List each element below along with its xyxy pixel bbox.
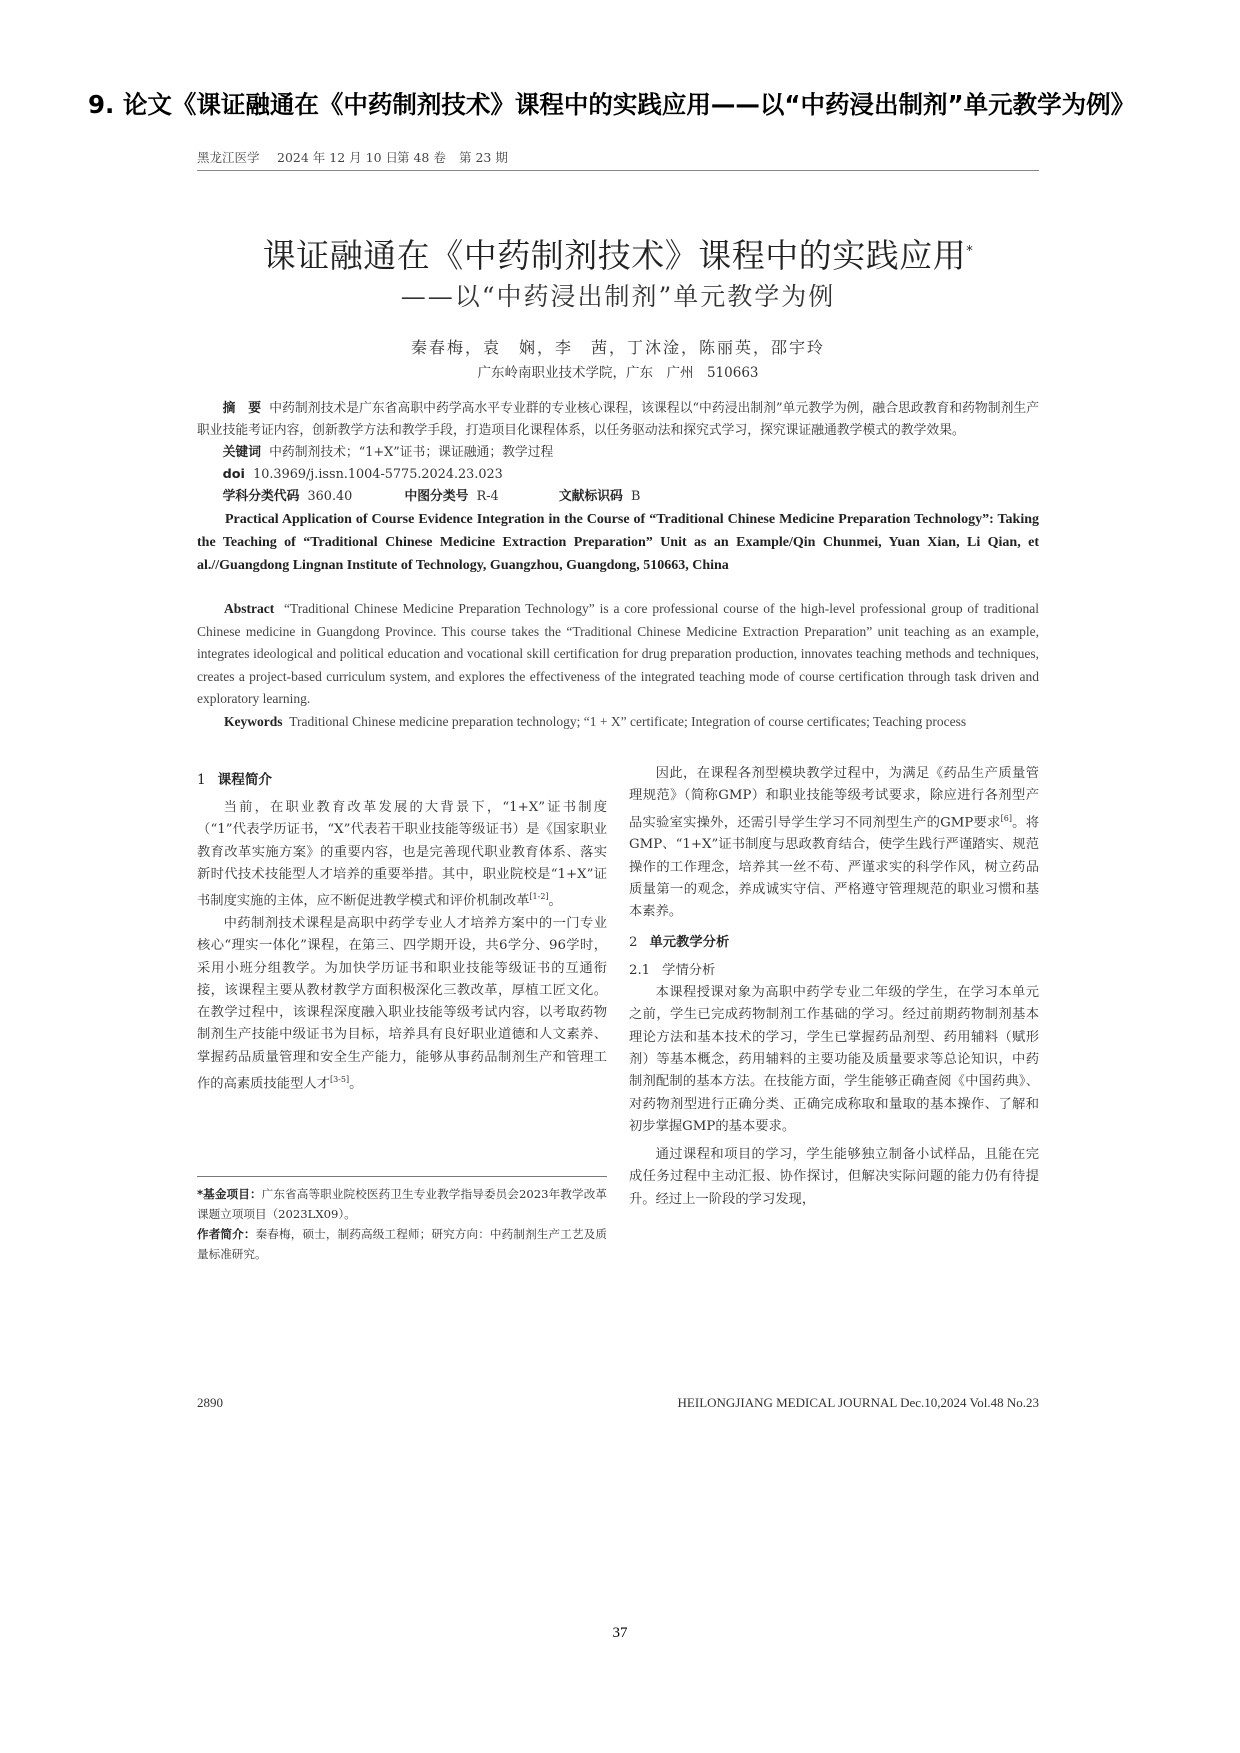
subject-code-value: 360.40 <box>307 489 353 504</box>
citation-6: [6] <box>1000 813 1012 823</box>
article-title-text: 课证融通在《中药制剂技术》课程中的实践应用 <box>262 236 967 275</box>
right-paragraph-3: 通过课程和项目的学习，学生能够独立制备小试样品，且能在完成任务过程中主动汇报、协作探讨，但解决实际问题的能力仍有待提升。经过上一阶段的学习发现， <box>629 1147 1039 1207</box>
journal-volume: 第 48 卷 <box>397 150 446 165</box>
journal-page-number: 2890 <box>197 1395 223 1410</box>
journal-header <box>197 140 1039 171</box>
doc-code-label: 文献标识码 <box>558 489 623 504</box>
keywords-label: 关键词 <box>222 445 261 460</box>
clc-value: R-4 <box>476 489 499 504</box>
section-1-title: 课程简介 <box>217 772 273 788</box>
journal-date: 2024 年 12 月 10 日 <box>277 150 398 165</box>
doi-label: doi <box>222 467 245 482</box>
fund-footnote: *基金项目：广东省高等职业院校医药卫生专业教学指导委员会2023年教学改革课题立项项目（2023LX09）。 <box>197 1187 607 1221</box>
en-keywords-label: Keywords <box>224 713 283 729</box>
affiliation: 广东岭南职业技术学院，广东 广州 510663 <box>477 365 759 381</box>
section-2-heading: 2 单元教学分析 <box>629 934 730 950</box>
section-2-1-heading: 2.1 学情分析 <box>629 962 716 978</box>
citation-3-5: [3-5] <box>329 1074 350 1084</box>
doc-code-value: B <box>630 489 641 504</box>
article-subtitle: ——以“中药浸出制剂”单元教学为例 <box>400 282 836 311</box>
author-list: 秦春梅，袁 娴，李 茜，丁沐淦，陈丽英，邵宇玲 <box>410 338 825 357</box>
journal-footer-en: HEILONGJIANG MEDICAL JOURNAL Dec.10,2024 Vol.48 No.23 <box>677 1395 1039 1410</box>
citation-1-2: [1-2] <box>529 892 549 902</box>
en-keywords-text: Traditional Chinese medicine preparation technology; “1 + X” certificate; Integration of course certificates; Teaching process <box>289 713 967 729</box>
english-abstract <box>197 598 1039 733</box>
left-paragraph-1: 当前，在职业教育改革发展的大背景下，“1+X”证书制度（“1”代表学历证书，“X”代表若干职业技能等级证书）是《国家职业教育改革实施方案》的重要内容，也是完善现代职业教育体系、落实新时代技术技能型人才培养的重要举措。其中，职业院校是“1+X”证书制度实施的主体，应不断促进教学模式和评价机制改革[1-2]。 <box>197 800 607 909</box>
left-column-text <box>197 797 607 1096</box>
en-abstract-text: “Traditional Chinese Medicine Preparation Technology” is a core professional course of the high-level professional group of traditional Chinese medicine in Guangdong Province. This course takes the “Traditional Chinese Medicine Extraction Preparation” unit teaching as an example, integrates ideological and political education and vocational skill certification for drug preparation production, innovates teaching methods and techniques, creates a project-based curriculum system, and explores the effectiveness of the integrated teaching mode of course certification through task driven and exploratory learning. <box>197 601 1039 706</box>
keywords-text: 中药制剂技术；“1+X”证书；课证融通；教学过程 <box>269 445 554 460</box>
clc-label: 中图分类号 <box>404 489 469 504</box>
abstract-text: 中药制剂技术是广东省高职中药学高水平专业群的专业核心课程，该课程以“中药浸出制剂”单元教学为例，融合思政教育和药物制剂生产职业技能考证内容，创新教学方法和教学手段，打造项目化课程体系，以任务驱动法和探究式学习，探究课证融通教学模式的教学效果。 <box>197 401 1040 438</box>
english-title-text: Practical Application of Course Evidence Integration in the Course of “Traditional Chinese Medicine Preparation Technology”: Taking the Teaching of “Traditional Chinese Medicine Extraction Preparation” Unit as an Example/Qin Chunmei, Yuan Xian, Li Qian, et al.//Guangdong Lingnan Institute of Technology, Guangzhou, Guangdong, 510663, China <box>197 512 1039 573</box>
abstract-label: 摘 要 <box>222 401 262 416</box>
paper-scan <box>197 140 1039 1410</box>
right-paragraph-2: 本课程授课对象为高职中药学专业二年级的学生，在学习本单元之前，学生已完成药物制剂工作基础的学习。经过前期药物制剂基本理论方法和基本技术的学习，学生已掌握药品剂型、药用辅料（赋形剂）等基本概念，药用辅料的主要功能及质量要求等总论知识，中药制剂配制的基本方法。在技能方面，学生能够正确查阅《中国药典》、对药物剂型进行正确分类、正确完成称取和量取的基本操作、了解和初步掌握GMP的基本要求。 <box>629 985 1039 1134</box>
en-abstract-label: Abstract <box>224 601 275 616</box>
article-title <box>197 230 1039 277</box>
journal-issue: 第 23 期 <box>459 150 508 165</box>
section-1-heading <box>197 768 272 788</box>
footnote-divider <box>197 1176 607 1177</box>
author-footnote: 作者简介：秦春梅，硕士，制药高级工程师；研究方向：中药制剂生产工艺及质量标准研究。 <box>197 1227 607 1261</box>
document-heading: 9. 论文《课证融通在《中药制剂技术》课程中的实践应用——以“中药浸出制剂”单元教学为例》 <box>88 90 1136 119</box>
journal-name: 黑龙江医学 <box>197 150 260 165</box>
left-paragraph-2: 中药制剂技术课程是高职中药学专业人才培养方案中的一门专业核心“理实一体化”课程，在第三、四学期开设，共6学分、96学时，采用小班分组教学。为加快学历证书和职业技能等级证书的互通衔接，该课程主要从教材教学方面积极深化三教改革，厚植工匠文化。在教学过程中，该课程深度融入职业技能等级考试内容，以考取药物制剂生产技能中级证书为目标，培养具有良好职业道德和人文素养、掌握药品质量管理和安全生产能力，能够从事药品制剂生产和管理工作的高素质技能型人才[3-5]。 <box>197 915 607 1092</box>
subject-code-label: 学科分类代码 <box>222 489 300 504</box>
footnotes <box>197 1184 607 1264</box>
section-1-number: 1 <box>197 772 206 788</box>
english-title <box>197 508 1039 577</box>
title-footnote-mark: * <box>966 244 974 259</box>
abstract-cn <box>197 398 1039 508</box>
right-column-text <box>629 763 1039 1211</box>
right-paragraph-1: 因此，在课程各剂型模块教学过程中，为满足《药品生产质量管理规范》（简称GMP）和职业技能等级考试要求，除应进行各剂型产品实验室实操外，还需引导学生学习不同剂型生产的GMP要求[6]。将GMP、“1+X”证书制度与思政教育结合，使学生践行严谨踏实、规范操作的工作理念，培养其一丝不苟、严谨求实的科学作风，树立药品质量第一的观念，养成诚实守信、严格遵守管理规范的职业习惯和基本素养。 <box>629 766 1040 920</box>
document-page-number: 37 <box>612 1625 628 1641</box>
doi-value: 10.3969/j.issn.1004-5775.2024.23.023 <box>253 467 503 482</box>
